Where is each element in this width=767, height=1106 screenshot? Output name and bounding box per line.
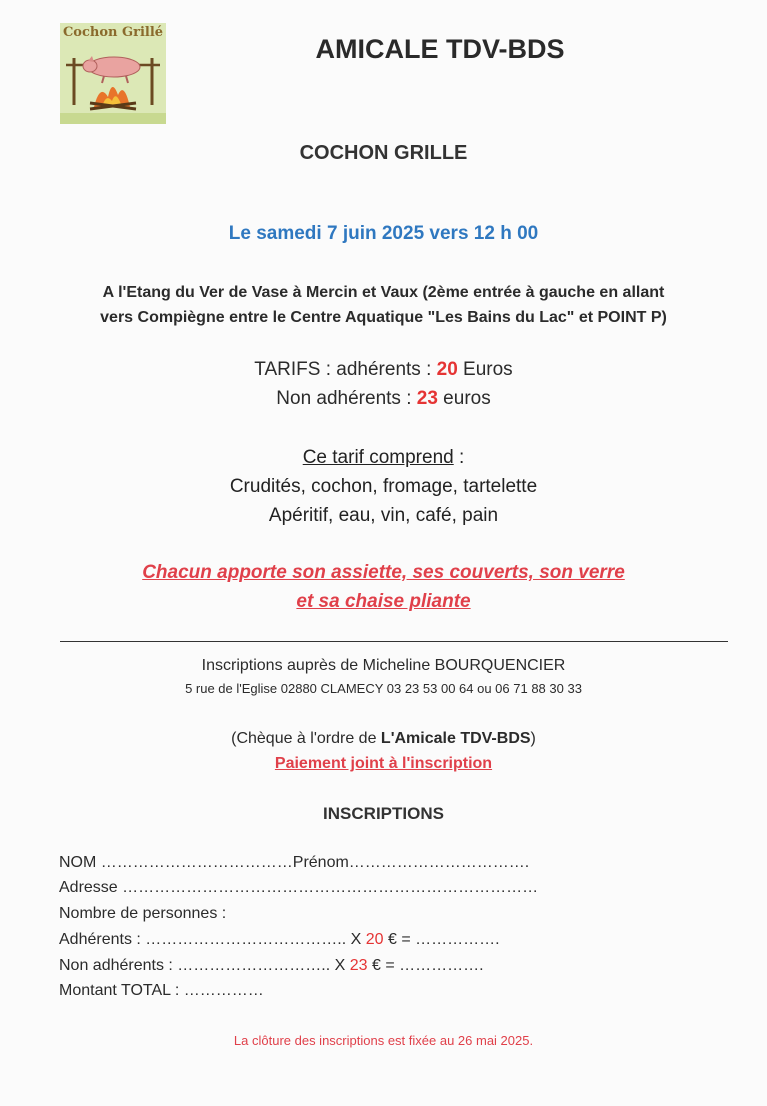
event-title: COCHON GRILLE (299, 142, 468, 164)
logo-title: Cochon Grillé (62, 25, 164, 40)
logo (60, 23, 166, 124)
cheque-suffix: ) (530, 730, 536, 747)
includes-line: Crudités, cochon, fromage, tartelette (229, 476, 538, 497)
form-members-price: 20 (365, 931, 384, 948)
form-non-members-total: € = ……………. (367, 957, 484, 974)
form-non-members-field[interactable] (59, 957, 484, 975)
tarif-label: Non adhérents : (276, 388, 417, 409)
tarif-price: 20 (436, 359, 458, 380)
location-line: vers Compiègne entre le Centre Aquatique "Les Bains du Lac" et POINT P) (100, 309, 667, 326)
event-date: Le samedi 7 juin 2025 vers 12 h 00 (228, 223, 539, 244)
location-line: A l'Etang du Ver de Vase à Mercin et Vaux (2ème entrée à gauche en allant (102, 284, 665, 301)
form-heading: INSCRIPTIONS (323, 804, 444, 823)
includes-heading (0, 447, 767, 469)
form-address-field[interactable]: Adresse …………………………………………………………………… (59, 879, 539, 896)
form-people-label: Nombre de personnes : (59, 905, 227, 922)
form-members-field[interactable] (59, 931, 500, 949)
page-title: AMICALE TDV-BDS (315, 34, 565, 64)
tarif-non-members (0, 388, 767, 410)
cheque-payee: L'Amicale TDV-BDS (380, 730, 531, 747)
divider (60, 641, 728, 642)
form-non-members-label: Non adhérents : ……………………….. X (59, 957, 350, 974)
includes-heading-text: Ce tarif comprend (302, 447, 454, 468)
cheque-prefix: (Chèque à l'ordre de (231, 730, 381, 747)
roasting-pig-icon (60, 23, 166, 124)
payment-note: Paiement joint à l'inscription (274, 755, 493, 772)
tarif-label: TARIFS : adhérents : (254, 359, 437, 380)
tarif-price: 23 (416, 388, 438, 409)
closing-note: La clôture des inscriptions est fixée au 26 mai 2025. (233, 1033, 534, 1048)
form-non-members-price: 23 (349, 957, 368, 974)
form-members-total: € = ……………. (383, 931, 500, 948)
cheque-line (0, 730, 767, 748)
form-members-label: Adhérents : ……………………………….. X (59, 931, 366, 948)
contact-address: 5 rue de l'Eglise 02880 CLAMECY 03 23 53 00 64 ou 06 71 88 30 33 (185, 681, 582, 696)
includes-heading-colon: : (453, 447, 465, 468)
includes-line: Apéritif, eau, vin, café, pain (268, 505, 499, 526)
notice-line: et sa chaise pliante (296, 591, 471, 612)
contact-line: Inscriptions auprès de Micheline BOURQUENCIER (201, 657, 566, 674)
form-total-field[interactable]: Montant TOTAL : …………… (59, 982, 264, 999)
tarif-members (0, 359, 767, 381)
form-name-field[interactable]: NOM ………………………………Prénom……………………………. (59, 854, 530, 871)
tarif-unit: euros (437, 388, 491, 409)
notice-line: Chacun apporte son assiette, ses couverts, son verre (142, 562, 625, 583)
tarif-unit: Euros (457, 359, 513, 380)
